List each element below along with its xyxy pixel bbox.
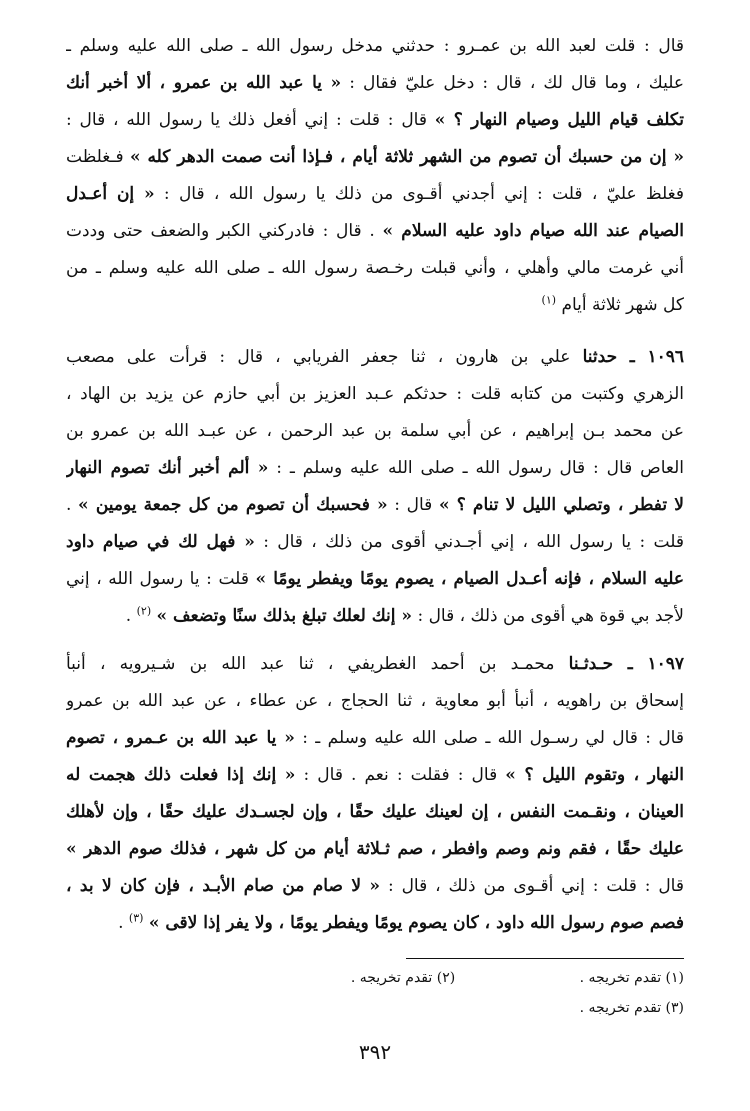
footnote-separator (406, 958, 684, 959)
narration-text: عليك ، وما قال لك ، قال : دخل عليّ فقال : (341, 73, 684, 93)
narration-text: فـغلظت (66, 147, 130, 167)
text-line (66, 28, 684, 65)
text-line (66, 139, 684, 176)
narration-text: قال : قلت : إني أفعل ذلك يا رسول الله ، قال : (66, 110, 435, 130)
narration-text: محمـد بن أحمد الغطريفي ، ثنا عبد الله بن شـيرويه ، أنبأ (66, 654, 569, 674)
hadith-text: « إنك لعلك تبلغ بذلك سنًا وتضعف » (156, 606, 413, 626)
text-line (66, 905, 684, 942)
text-line (66, 102, 684, 139)
hadith-text: « يا عبد الله بن عـمرو ، تصوم (66, 728, 295, 748)
hadith-text: عليك حقًا ، فقم ونم وصم وافطر ، صم ثـلاثة أيام من كل شهر ، فذلك صوم الدهر » (66, 839, 684, 859)
hadith-text: « يا عبد الله بن عمرو ، ألا أخبر أنك (66, 73, 342, 93)
text-line (66, 524, 684, 561)
narration-text: العاص قال : قال رسول الله ـ صلى الله عليه وسلم ـ : (268, 458, 684, 478)
text-line (66, 757, 684, 794)
text-line (66, 339, 684, 376)
paragraph-hadith-1095-end (66, 28, 684, 324)
narration-text: فغلظ عليّ ، قلت : إني أجدني أقـوى من ذلك يا رسول الله ، قال : (154, 184, 684, 204)
hadith-text: « إن من حسبك أن تصوم من الشهر ثلاثة أيام ، فـإذا أنت صمت الدهر كله » (130, 147, 684, 167)
narration-text: كل شهر ثلاثة أيام (556, 295, 684, 315)
hadith-text: « إنك إذا فعلت ذلك هجمت له (66, 765, 296, 785)
hadith-text: تكلف قيام الليل وصيام النهار ؟ » (434, 110, 684, 130)
narration-text: . (118, 913, 129, 933)
narration-text: أني غرمت مالي وأهلي ، وأني قبلت رخـصة رسول الله ـ صلى الله عليه وسلم ـ من (66, 258, 684, 278)
narration-text: . (66, 495, 79, 515)
footnote-3: (٣) تقدم تخريجه . (579, 1000, 684, 1016)
narration-text: قال : قال لي رسـول الله ـ صلى الله عليه وسلم ـ : (294, 728, 684, 748)
narration-text: قال : قلت : إني أقـوى من ذلك ، قال : (380, 876, 684, 896)
narration-text: عن محمد بـن إبراهيم ، عن أبي سلمة بن عبد الرحمن ، عن عبـد الله بن عمرو بن (66, 421, 684, 441)
text-line (66, 831, 684, 868)
footnote-ref: (١) (541, 293, 557, 307)
paragraph-hadith-1097 (66, 646, 684, 942)
narration-text: . (125, 606, 137, 626)
text-line (66, 65, 684, 102)
footnotes-row-1 (66, 964, 684, 992)
page-number: ٣٩٢ (358, 1040, 392, 1064)
text-line (66, 720, 684, 757)
hadith-text: عليه السلام ، فإنه أعـدل الصيام ، يصوم يومًا ويفطر يومًا » (255, 569, 684, 589)
hadith-text: « لا صام من صام الأبـد ، فإن كان لا بد ، (66, 876, 381, 896)
narration-text: قال : فقلت : نعم . قال : (295, 765, 506, 785)
text-line (66, 646, 684, 683)
narration-text: قلت : يا رسول الله ، إني أجـدني أقوى من ذلك ، قال : (254, 532, 684, 552)
hadith-text: فصم صوم رسول الله داود ، كان يصوم يومًا ويفطر يومًا ، ولا يفر إذا لاقى » (148, 913, 684, 933)
hadith-text: لا تفطر ، وتصلي الليل لا تنام ؟ » (438, 495, 684, 515)
hadith-text: النهار ، وتقوم الليل ؟ » (505, 765, 684, 785)
footnote-ref: (٣) (128, 911, 144, 925)
text-line (66, 868, 684, 905)
text-line (66, 561, 684, 598)
paragraph-hadith-1096 (66, 339, 684, 635)
hadith-text: « فحسبك أن تصوم من كل جمعة يومين » (78, 495, 388, 515)
footnotes-row-2 (66, 994, 684, 1022)
text-line (66, 176, 684, 213)
hadith-text: « فهل لك في صيام داود (66, 532, 255, 552)
hadith-text: العينان ، ونقـمت النفس ، إن لعينك عليك حقًا ، وإن لجسـدك عليك حقًا ، وإن لأهلك (66, 802, 684, 822)
hadith-text: « إن أعـدل (66, 184, 155, 204)
narration-text: علي بن هارون ، ثنا جعفر الفريابي ، قال : قرأت على مصعب (66, 347, 583, 367)
narration-text: قلت : يا رسول الله ، إني (66, 569, 256, 589)
hadith-text: ١٠٩٧ ـ حـدثـنا (568, 654, 684, 674)
footnote-2: (٢) تقدم تخريجه . (350, 970, 456, 986)
text-line (66, 683, 684, 720)
narration-text: لأجد بي قوة هي أقوى من ذلك ، قال : (412, 606, 684, 626)
hadith-text: « ألم أخبر أنك تصوم النهار (66, 458, 269, 478)
text-line (66, 794, 684, 831)
narration-text: قال : قلت لعبد الله بن عمـرو : حدثني مدخل رسول الله ـ صلى الله عليه وسلم ـ (66, 36, 684, 56)
text-line (66, 450, 684, 487)
text-line (66, 376, 684, 413)
narration-text: الزهري وكتبت من كتابه قلت : حدثكم عـبد العزيز بن أبي حازم عن يزيد بن الهاد ، (66, 384, 684, 404)
hadith-text: الصيام عند الله صيام داود عليه السلام » (382, 221, 684, 241)
text-line (66, 213, 684, 250)
text-line (66, 487, 684, 524)
hadith-text: ١٠٩٦ ـ حدثنا (582, 347, 684, 367)
footnote-ref: (٢) (136, 604, 152, 618)
narration-text: قال : (387, 495, 439, 515)
text-line (66, 287, 684, 324)
text-line (66, 598, 684, 635)
narration-text: إسحاق بن راهويه ، أنبأ أبو معاوية ، ثنا الحجاج ، عن عطاء ، عن عبد الله بن عمرو (66, 691, 684, 711)
narration-text: . قال : فادركني الكبر والضعف حتى وددت (66, 221, 383, 241)
text-line (66, 413, 684, 450)
footnote-1: (١) تقدم تخريجه . (579, 970, 684, 986)
text-line (66, 250, 684, 287)
